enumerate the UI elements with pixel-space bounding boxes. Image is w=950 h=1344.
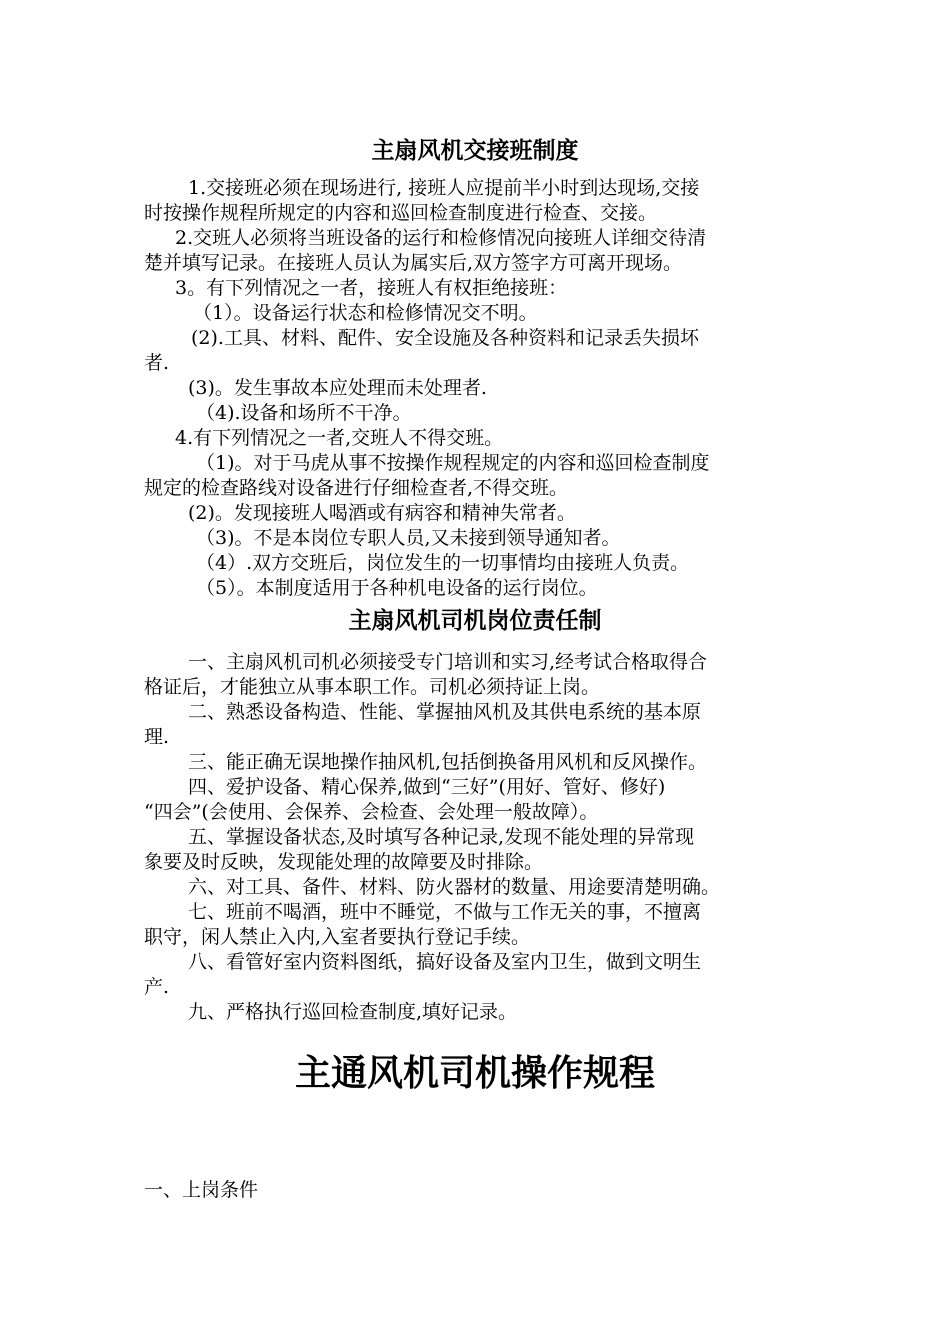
paragraph-line: 五、掌握设备状态,及时填写各种记录,发现不能处理的异常现 xyxy=(188,826,695,848)
paragraph-line: 者. xyxy=(144,352,170,374)
paragraph-line: 八、看管好室内资料图纸，搞好设备及室内卫生，做到文明生 xyxy=(188,951,702,973)
paragraph-line: 产. xyxy=(144,976,170,998)
paragraph-line: （1)。对于马虎从事不按操作规程规定的内容和巡回检查制度 xyxy=(196,452,710,474)
paragraph-line: 四、爱护设备、精心保养,做到“三好”(用好、管好、修好) xyxy=(188,776,666,798)
paragraph-line: 七、班前不喝酒，班中不睡觉，不做与工作无关的事，不擅离 xyxy=(188,901,702,923)
paragraph-line: 理. xyxy=(144,726,170,748)
paragraph-line: 二、熟悉设备构造、性能、掌握抽风机及其供电系统的基本原 xyxy=(188,701,702,723)
paragraph-line: 时按操作规程所规定的内容和巡回检查制度进行检查、交接。 xyxy=(144,202,658,224)
paragraph-line: 4.有下列情况之一者,交班人不得交班。 xyxy=(175,427,504,449)
paragraph-line: 九、严格执行巡回检查制度,填好记录。 xyxy=(188,1001,518,1023)
paragraph-line: (3)。发生事故本应处理而未处理者. xyxy=(188,377,487,399)
paragraph-line: 1.交接班必须在现场进行, 接班人应提前半小时到达现场,交接 xyxy=(188,177,700,199)
paragraph-line: （4).设备和场所不干净。 xyxy=(196,402,412,424)
paragraph-line: 楚并填写记录。在接班人员认为属实后,双方签字方可离开现场。 xyxy=(144,252,683,274)
paragraph-line: 格证后，才能独立从事本职工作。司机必须持证上岗。 xyxy=(144,676,601,698)
subheading: 一、上岗条件 xyxy=(144,1179,259,1201)
paragraph-line: 2.交班人必须将当班设备的运行和检修情况向接班人详细交待清 xyxy=(175,227,707,249)
paragraph-line: （4）.双方交班后，岗位发生的一切事情均由接班人负责。 xyxy=(196,552,690,574)
paragraph-line: 3。有下列情况之一者，接班人有权拒绝接班： xyxy=(175,277,568,299)
paragraph-line: （1）。设备运行状态和检修情况交不明。 xyxy=(193,302,538,324)
section-title-operator-responsibility: 主扇风机司机岗位责任制 xyxy=(348,608,602,634)
paragraph-line: 象要及时反映，发现能处理的故障要及时排除。 xyxy=(144,851,544,873)
paragraph-line: (2)。发现接班人喝酒或有病容和精神失常者。 xyxy=(188,502,576,524)
paragraph-line: “四会”(会使用、会保养、会检查、会处理一般故障）。 xyxy=(144,801,599,823)
section-title-handover-rules: 主扇风机交接班制度 xyxy=(371,138,579,164)
paragraph-line: 规定的检查路线对设备进行仔细检查者,不得交班。 xyxy=(144,477,569,499)
paragraph-line: 六、对工具、备件、材料、防火器材的数量、用途要清楚明确。 xyxy=(188,876,721,898)
paragraph-line: 职守，闲人禁止入内,入室者要执行登记手续。 xyxy=(144,926,531,948)
paragraph-line: 三、能正确无误地操作抽风机,包括倒换备用风机和反风操作。 xyxy=(188,751,708,773)
paragraph-line: （3)。不是本岗位专职人员,又未接到领导通知者。 xyxy=(196,527,621,549)
paragraph-line: 一、主扇风机司机必须接受专门培训和实习,经考试合格取得合 xyxy=(188,651,708,673)
section-title-operating-procedure: 主通风机司机操作规程 xyxy=(294,1053,655,1094)
paragraph-line: （5）。本制度适用于各种机电设备的运行岗位。 xyxy=(196,577,598,599)
paragraph-line: (2).工具、材料、配件、安全设施及各种资料和记录丢失损坏 xyxy=(191,327,699,349)
